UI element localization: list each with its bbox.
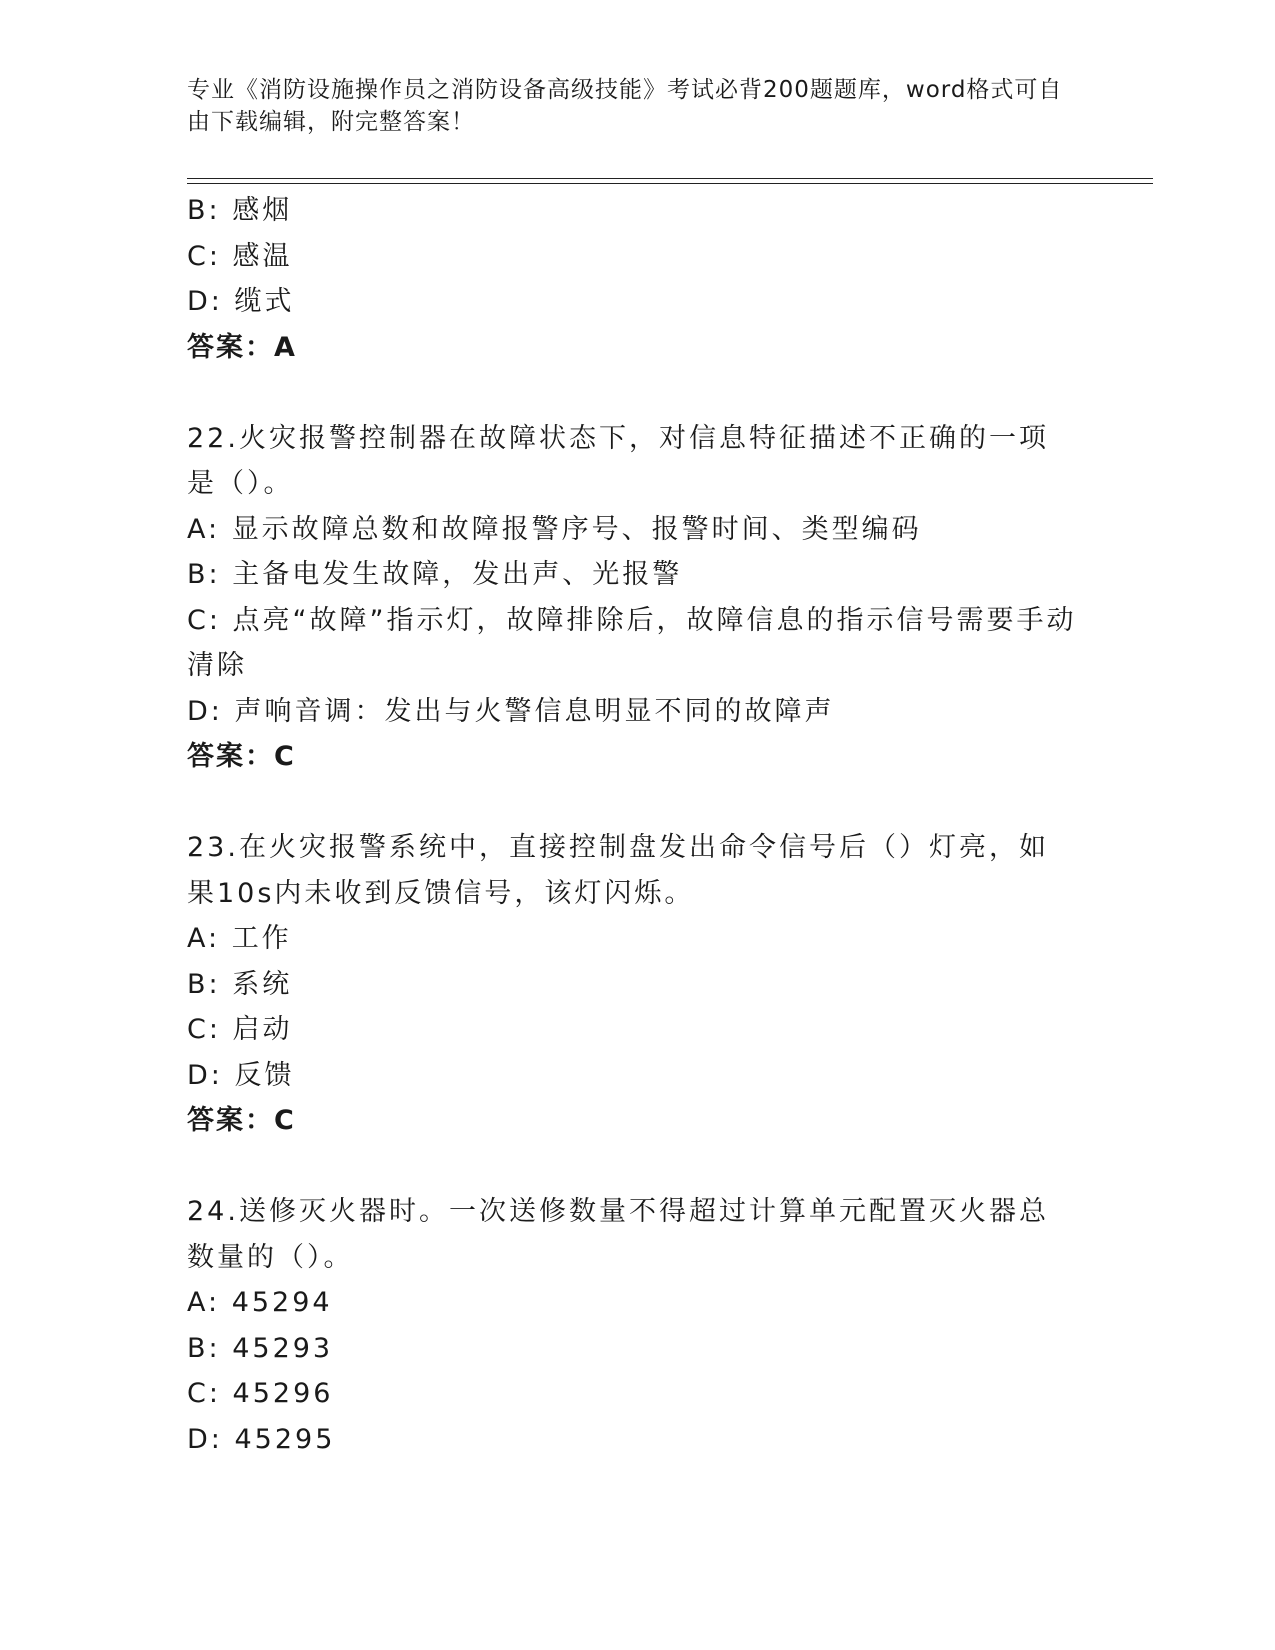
option-b: B: 感烟 (187, 195, 293, 226)
option-d: D: 45295 (187, 1423, 336, 1455)
spacer (187, 780, 1077, 826)
question-text: 22.火灾报警控制器在故障状态下，对信息特征描述不正确的一项是（）。 (187, 422, 1049, 499)
header-text: 专业《消防设施操作员之消防设备高级技能》考试必背200题题库，word格式可自由下载编辑，附完整答案！ (187, 77, 1063, 135)
option-a: A: 工作 (187, 923, 292, 954)
option-a: A: 显示故障总数和故障报警序号、报警时间、类型编码 (187, 513, 922, 545)
option-b: B: 主备电发生故障，发出声、光报警 (187, 559, 683, 590)
spacer (187, 1144, 1077, 1190)
option-d: D: 缆式 (187, 286, 295, 317)
option-d: D: 声响音调：发出与火警信息明显不同的故障声 (187, 695, 835, 727)
question-22 (187, 416, 1077, 780)
option-a: A: 45294 (187, 1287, 333, 1318)
question-list (187, 188, 1077, 1462)
question-text: 24.送修灭火器时。一次送修数量不得超过计算单元配置灭火器总数量的（）。 (187, 1196, 1049, 1273)
option-c: C: 45296 (187, 1378, 334, 1409)
option-c: C: 点亮“故障”指示灯，故障排除后，故障信息的指示信号需要手动清除 (187, 604, 1077, 681)
answer: 答案：C (187, 1105, 296, 1136)
question-text: 23.在火灾报警系统中，直接控制盘发出命令信号后（）灯亮，如果10s内未收到反馈信号，该灯闪烁。 (187, 832, 1049, 909)
spacer (187, 370, 1077, 416)
option-b: B: 45293 (187, 1332, 334, 1364)
answer: 答案：C (187, 741, 296, 772)
question-21-continued (187, 188, 1077, 370)
header-divider-bottom (187, 183, 1153, 184)
question-24 (187, 1189, 1077, 1462)
option-d: D: 反馈 (187, 1059, 295, 1091)
option-b: B: 系统 (187, 968, 293, 1000)
option-c: C: 感温 (187, 240, 293, 272)
question-23 (187, 825, 1077, 1144)
answer: 答案：A (187, 331, 297, 363)
header-divider-top (187, 178, 1153, 179)
document-header (187, 74, 1067, 138)
option-c: C: 启动 (187, 1014, 293, 1045)
